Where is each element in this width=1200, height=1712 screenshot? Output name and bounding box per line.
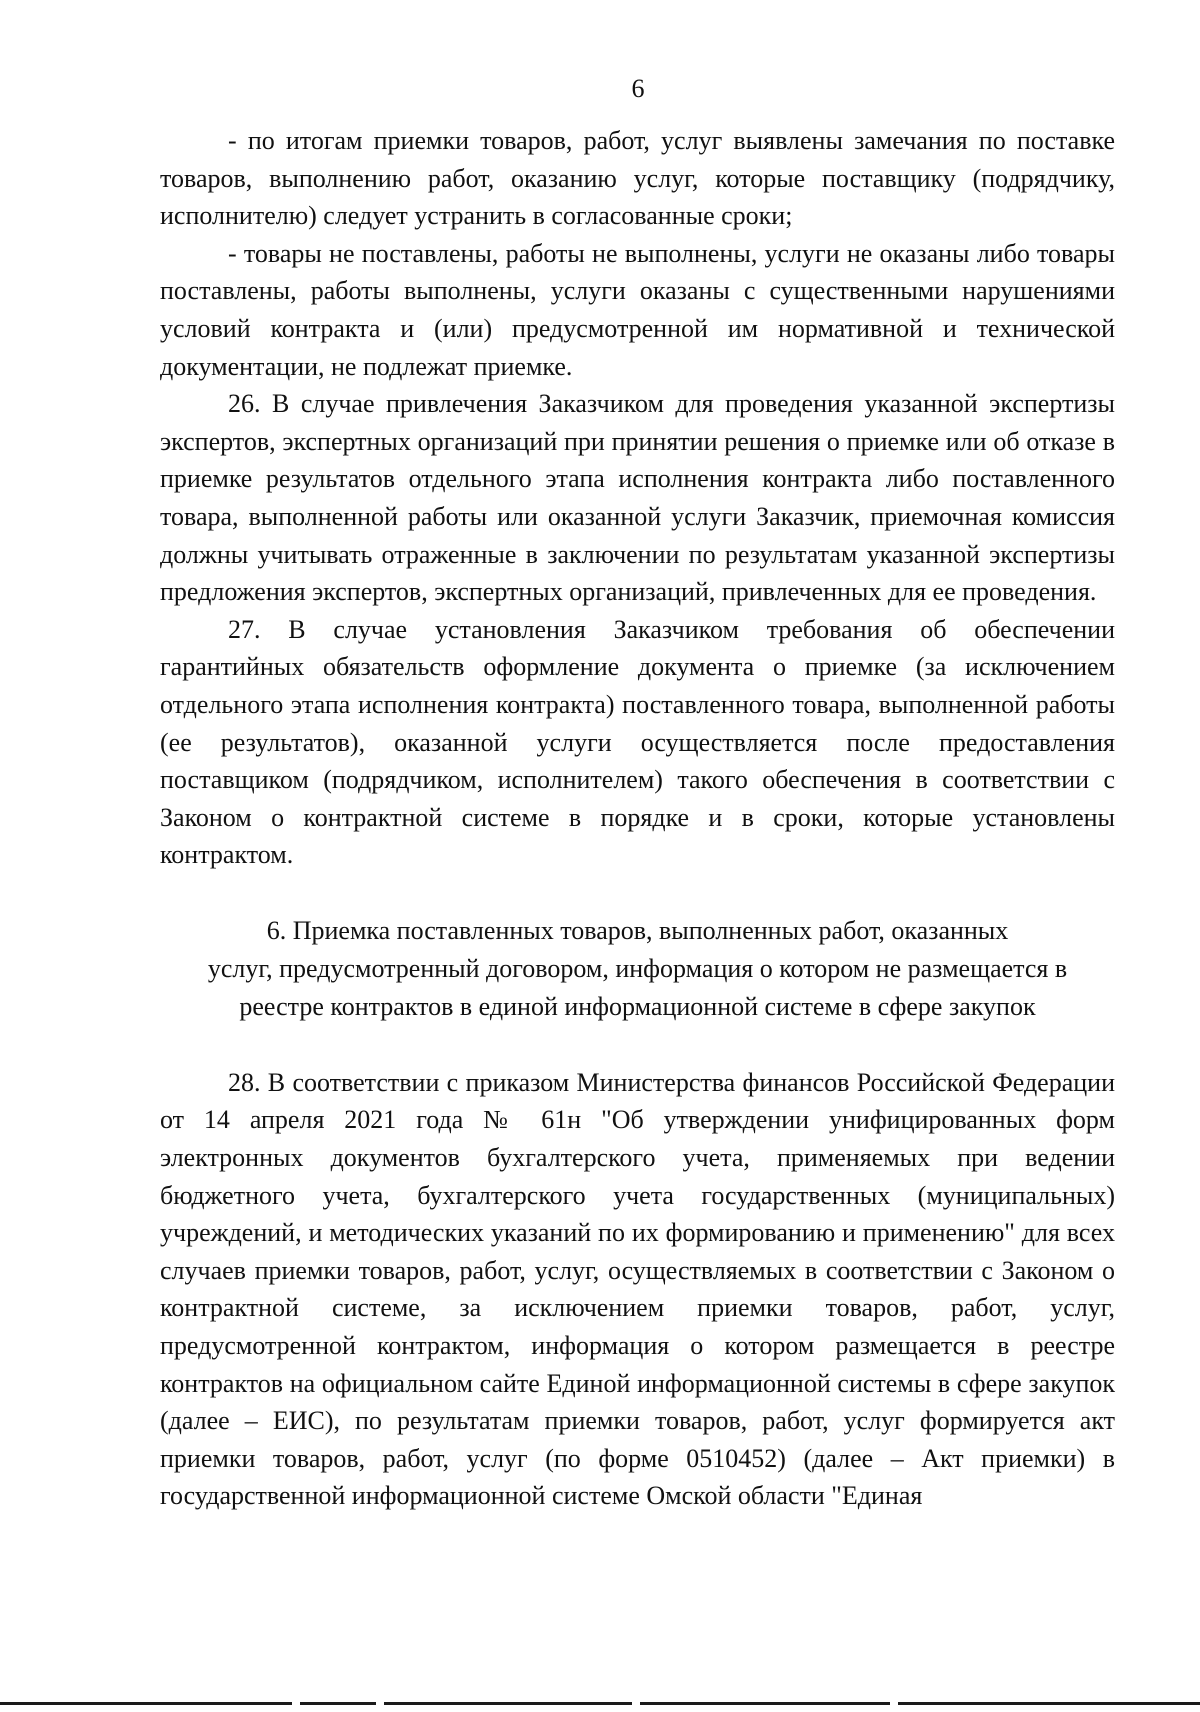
footer-rule [0,1702,1200,1705]
paragraph-26: 26. В случае привлечения Заказчиком для проведения указанной экспертизы экспертов, экспертных организаций при принятии решения о приемке или об отказе в приемке результатов отдельного этапа исполнения контракта либо поставленного товара, выполненной работы или оказанной услуги Заказчик, приемочная комиссия должны учитывать отраженные в заключении по результатам указанной экспертизы предложения экспертов, экспертных организаций, привлеченных для ее проведения. [160,389,1115,607]
section-heading-line: 6. Приемка поставленных товаров, выполненных работ, оказанных [266,915,1009,945]
document-body [160,122,1115,1515]
footer-rule-segment [898,1702,1200,1705]
footer-rule-segment [640,1702,890,1705]
page-number: 6 [631,74,645,103]
paragraph-28: 28. В соответствии с приказом Министерства финансов Российской Федерации от 14 апреля 2021 года № 61н "Об утверждении унифицированных форм электронных документов бухгалтерского учета, применяемых при ведении бюджетного учета, бухгалтерского учета государственных (муниципальных) учреждений, и методических указаний по их формированию и применению" для всех случаев приемки товаров, работ, услуг, осуществляемых в соответствии с Законом о контрактной системе, за исключением приемки товаров, работ, услуг, предусмотренной контрактом, информация о котором размещается в реестре контрактов на официальном сайте Единой информационной системы в сфере закупок (далее – ЕИС), по результатам приемки товаров, работ, услуг формируется акт приемки товаров, работ, услуг (по форме 0510452) (далее – Акт приемки) в государственной информационной системе Омской области "Единая [160,1067,1115,1511]
footer-rule-segment [384,1702,632,1705]
section-heading-line: услуг, предусмотренный договором, информация о котором не размещается в [207,953,1068,983]
paragraph-not-accepted: - товары не поставлены, работы не выполнены, услуги не оказаны либо товары поставлены, работы выполнены, услуги оказаны с существенными нарушениями условий контракта и (или) предусмотренной им нормативной и технической документации, не подлежат приемке. [160,238,1115,381]
footer-rule-segment [0,1702,292,1705]
paragraph-remarks-found: - по итогам приемки товаров, работ, услуг выявлены замечания по поставке товаров, выполнению работ, оказанию услуг, которые поставщику (подрядчику, исполнителю) следует устранить в согласованные сроки; [160,126,1115,231]
paragraph-27: 27. В случае установления Заказчиком требования об обеспечении гарантийных обязательств оформление документа о приемке (за исключением отдельного этапа исполнения контракта) поставленного товара, выполненной работы (ее результатов), оказанной услуги осуществляется после предоставления поставщиком (подрядчиком, исполнителем) такого обеспечения в соответствии с Законом о контрактной системе в порядке и в сроки, которые установлены контрактом. [160,614,1115,870]
section-heading-line: реестре контрактов в единой информационной системе в сфере закупок [239,991,1036,1021]
section-heading [160,912,1115,1026]
footer-rule-segment [300,1702,376,1705]
